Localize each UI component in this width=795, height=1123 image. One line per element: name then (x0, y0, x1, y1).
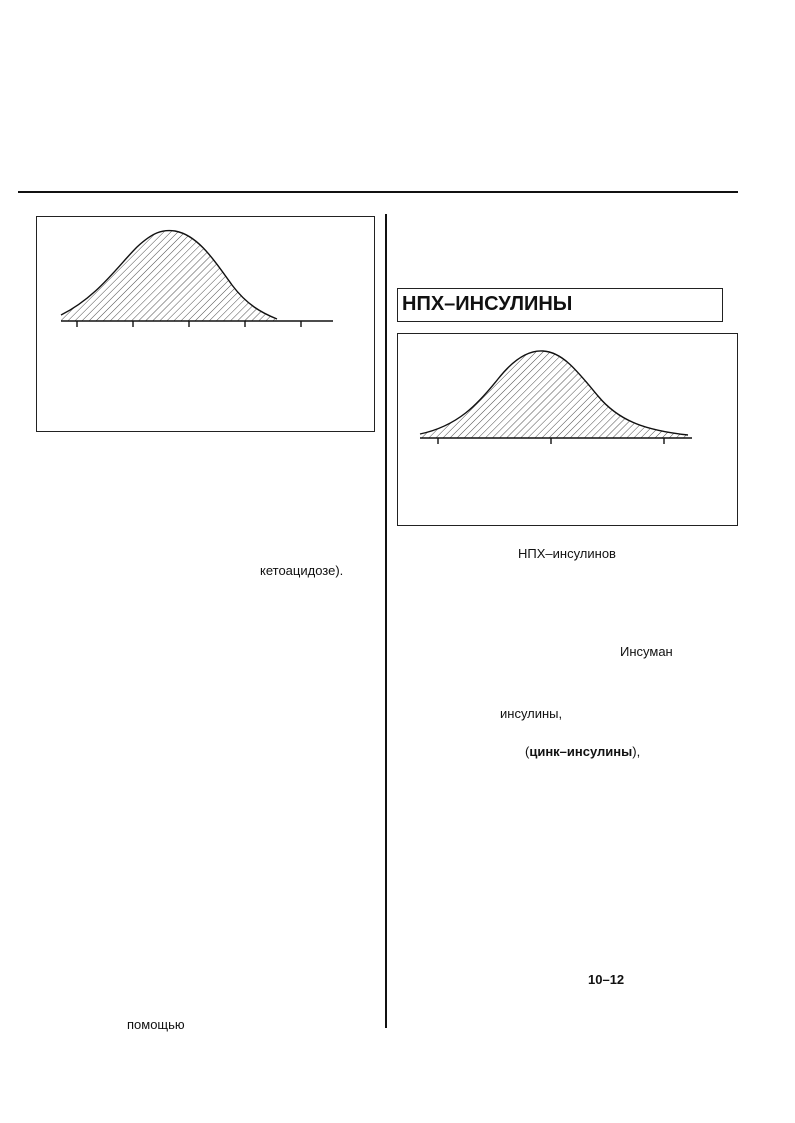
axis-ticks-left (77, 321, 301, 327)
text-insuman: Инсуман (620, 644, 673, 659)
zinc-close-paren: ), (632, 744, 641, 759)
curve-area-right (420, 351, 688, 438)
bell-curve-graphic-left (37, 217, 376, 433)
axis-ticks-right (438, 438, 664, 444)
text-insulins-comma: инсулины, (500, 706, 563, 721)
top-rule (18, 191, 738, 193)
zinc-open-paren: ( (525, 744, 530, 759)
caption-npx-insulins: НПХ–инсулинов (518, 546, 616, 561)
section-title-npx-insulins: НПХ–ИНСУЛИНЫ (397, 288, 723, 322)
zinc-insulins-bold: цинк–инсулины (529, 744, 633, 759)
curve-area-left (61, 231, 277, 321)
text-ketoacidosis: кетоацидозе). (260, 563, 344, 578)
text-range-10-12: 10–12 (588, 972, 625, 987)
text-zinc-insulins (525, 744, 640, 759)
bell-curve-graphic-right (398, 334, 739, 527)
figure-action-profile-left (36, 216, 375, 432)
figure-action-profile-right (397, 333, 738, 526)
column-divider (385, 214, 387, 1028)
text-help: помощью (127, 1017, 185, 1032)
